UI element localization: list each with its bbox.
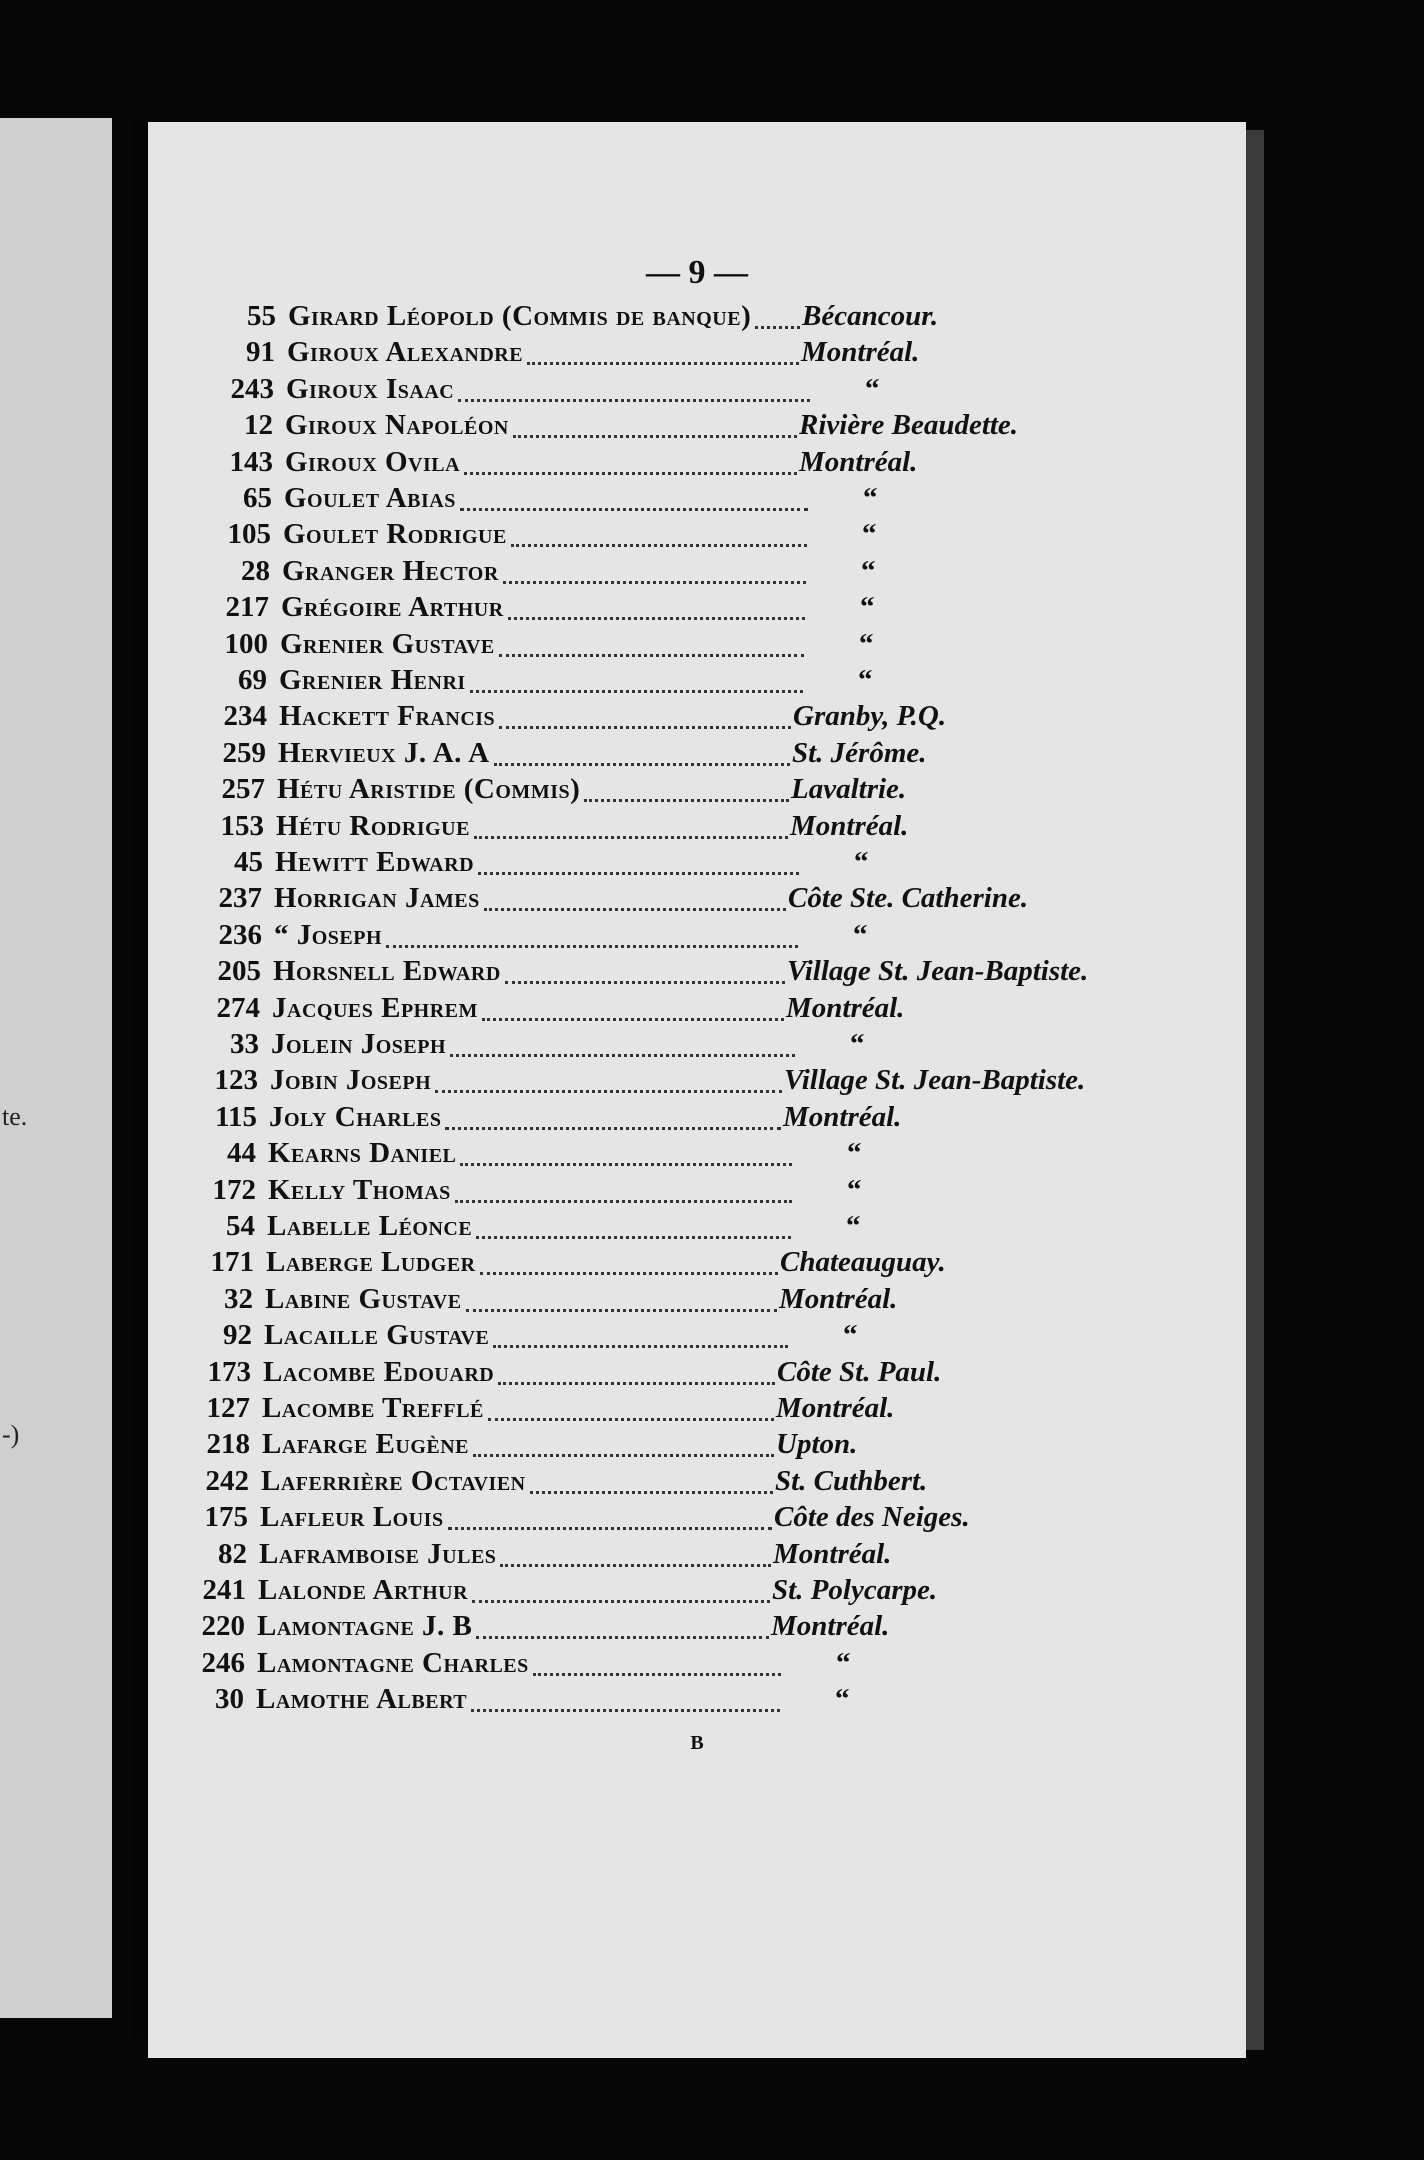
ditto-mark: “ <box>863 482 878 514</box>
book-binding <box>132 118 148 2038</box>
leader-dots <box>494 757 790 766</box>
ditto-mark: “ <box>835 1683 850 1715</box>
entry-name: Girard Léopold (Commis de banque) <box>288 300 752 332</box>
list-item <box>207 516 1107 552</box>
entry-place: Montréal. <box>771 1610 890 1642</box>
list-item <box>202 735 1102 771</box>
entry-number: 220 <box>201 1610 245 1642</box>
leader-dots <box>473 1448 774 1457</box>
list-item <box>186 1426 1086 1462</box>
entry-name: Jacques Ephrem <box>272 992 478 1024</box>
list-item <box>201 771 1101 807</box>
entry-name: Labelle Léonce <box>267 1210 473 1242</box>
leader-dots <box>455 1194 792 1203</box>
entry-name: Lalonde Arthur <box>258 1574 469 1606</box>
leader-dots <box>508 611 805 620</box>
entry-name: Laberge Ludger <box>266 1246 476 1278</box>
entry-name: Lacaille Gustave <box>264 1319 490 1351</box>
entry-place: St. Cuthbert. <box>775 1465 928 1497</box>
list-item <box>209 444 1109 480</box>
list-item <box>192 1172 1092 1208</box>
leader-dots <box>450 1048 795 1057</box>
entry-name: Laframboise Jules <box>259 1538 497 1570</box>
entry-number: 65 <box>243 482 272 514</box>
ditto-mark: “ <box>859 628 874 660</box>
ditto-mark: “ <box>858 664 873 696</box>
entry-place: Granby, P.Q. <box>793 700 947 732</box>
leader-dots <box>527 356 799 365</box>
entry-place: Côte des Neiges. <box>774 1501 970 1533</box>
entry-name: Goulet Abias <box>284 482 456 514</box>
entry-number: 173 <box>207 1356 251 1388</box>
entry-name: Laferrière Octavien <box>261 1465 526 1497</box>
leader-dots <box>584 793 789 802</box>
entry-place: Lavaltrie. <box>791 773 907 805</box>
list-item <box>195 1026 1095 1062</box>
entry-number: 205 <box>217 955 261 987</box>
list-item <box>205 589 1105 625</box>
list-item <box>181 1645 1081 1681</box>
entry-number: 30 <box>215 1683 244 1715</box>
entry-name: Grenier Gustave <box>280 628 495 660</box>
entry-name: Horsnell Edward <box>273 955 501 987</box>
entry-number: 234 <box>223 700 267 732</box>
leader-dots <box>386 939 798 948</box>
ditto-mark: “ <box>854 846 869 878</box>
leader-dots <box>472 1594 770 1603</box>
list-item <box>189 1281 1089 1317</box>
list-item <box>190 1244 1090 1280</box>
entry-number: 91 <box>246 336 275 368</box>
entry-name: Lacombe Edouard <box>263 1356 495 1388</box>
list-item <box>198 880 1098 916</box>
entry-name: Lacombe Trefflé <box>262 1392 484 1424</box>
list-item <box>208 480 1108 516</box>
entry-name: Giroux Napoléon <box>285 409 509 441</box>
document-page <box>148 122 1246 2058</box>
leader-dots <box>458 393 810 402</box>
entry-name: Giroux Alexandre <box>287 336 524 368</box>
entry-number: 274 <box>216 992 260 1024</box>
entry-number: 55 <box>247 300 276 332</box>
entry-number: 92 <box>223 1319 252 1351</box>
entry-place: Montréal. <box>801 336 920 368</box>
leader-dots <box>533 1667 781 1676</box>
list-item <box>185 1463 1085 1499</box>
left-page-fragment: te. <box>2 1102 28 1131</box>
entry-number: 123 <box>214 1064 258 1096</box>
page-number: — 9 — <box>646 254 748 291</box>
entry-number: 172 <box>212 1174 256 1206</box>
entry-number: 45 <box>234 846 263 878</box>
entry-number: 69 <box>238 664 267 696</box>
ditto-mark: “ <box>862 518 877 550</box>
entry-number: 246 <box>201 1647 245 1679</box>
entry-place: St. Jérôme. <box>792 737 927 769</box>
entry-number: 237 <box>218 882 262 914</box>
entry-place: Montréal. <box>790 810 909 842</box>
list-item <box>187 1354 1087 1390</box>
entry-name: Lamothe Albert <box>256 1683 468 1715</box>
entry-name: Hétu Aristide (Commis) <box>277 773 581 805</box>
entry-name: Hervieux J. A. A <box>278 737 490 769</box>
entry-name: Lamontagne J. B <box>257 1610 473 1642</box>
entry-number: 28 <box>241 555 270 587</box>
leader-dots <box>488 1412 774 1421</box>
leader-dots <box>498 1376 775 1385</box>
ditto-mark: “ <box>865 373 880 405</box>
entry-name: Hétu Rodrigue <box>276 810 470 842</box>
leader-dots <box>448 1521 772 1530</box>
page-edge <box>1246 130 1264 2050</box>
list-item <box>210 371 1110 407</box>
entry-place: Montréal. <box>783 1101 902 1133</box>
leader-dots <box>480 1266 778 1275</box>
list-item <box>188 1317 1088 1353</box>
ditto-mark: “ <box>836 1647 851 1679</box>
ditto-mark: “ <box>860 591 875 623</box>
entry-name: Horrigan James <box>274 882 480 914</box>
left-page-margin <box>0 118 112 2018</box>
entry-name: Jolein Joseph <box>271 1028 447 1060</box>
entry-name: Goulet Rodrigue <box>283 518 507 550</box>
leader-dots <box>435 1084 782 1093</box>
entry-name: Grégoire Arthur <box>281 591 504 623</box>
entry-place: Montréal. <box>786 992 905 1024</box>
entry-name: Jobin Joseph <box>270 1064 432 1096</box>
entry-number: 127 <box>206 1392 250 1424</box>
leader-dots <box>476 1230 791 1239</box>
list-item <box>209 407 1109 443</box>
entry-number: 100 <box>224 628 268 660</box>
leader-dots <box>484 902 786 911</box>
entry-place: Montréal. <box>776 1392 895 1424</box>
list-item <box>206 553 1106 589</box>
entry-number: 12 <box>244 409 273 441</box>
list-item <box>186 1390 1086 1426</box>
leader-dots <box>471 1703 780 1712</box>
entry-number: 217 <box>225 591 269 623</box>
entry-number: 241 <box>202 1574 246 1606</box>
entry-name: Giroux Ovila <box>285 446 461 478</box>
leader-dots <box>460 502 808 511</box>
entry-number: 259 <box>222 737 266 769</box>
leader-dots <box>445 1121 781 1130</box>
entry-name: Kearns Daniel <box>268 1137 457 1169</box>
list-item <box>203 698 1103 734</box>
entry-number: 175 <box>204 1501 248 1533</box>
entry-place: Village St. Jean-Baptiste. <box>784 1064 1086 1096</box>
leader-dots <box>499 720 791 729</box>
entry-number: 44 <box>227 1137 256 1169</box>
entry-name: Hewitt Edward <box>275 846 475 878</box>
leader-dots <box>513 429 797 438</box>
entry-place: Village St. Jean-Baptiste. <box>787 955 1089 987</box>
list-item <box>196 990 1096 1026</box>
list-item <box>180 1681 1080 1717</box>
list-item <box>184 1499 1084 1535</box>
entry-number: 257 <box>221 773 265 805</box>
entry-place: Côte Ste. Catherine. <box>788 882 1029 914</box>
leader-dots <box>755 320 800 329</box>
list-item <box>193 1099 1093 1135</box>
entry-name: Labine Gustave <box>265 1283 462 1315</box>
entry-place: Bécancour. <box>802 300 939 332</box>
left-page-fragment: -) <box>2 1420 20 1449</box>
entry-number: 242 <box>205 1465 249 1497</box>
leader-dots <box>474 830 788 839</box>
entry-place: Upton. <box>776 1428 858 1460</box>
leader-dots <box>482 1012 784 1021</box>
leader-dots <box>464 466 797 475</box>
entry-place: Rivière Beaudette. <box>799 409 1019 441</box>
leader-dots <box>476 1630 769 1639</box>
entry-name: Grenier Henri <box>279 664 466 696</box>
ditto-mark: “ <box>846 1210 861 1242</box>
entry-number: 153 <box>220 810 264 842</box>
entry-number: 105 <box>227 518 271 550</box>
entry-number: 32 <box>224 1283 253 1315</box>
list-item <box>194 1062 1094 1098</box>
entry-name: Lafleur Louis <box>260 1501 444 1533</box>
entry-name: Lafarge Eugène <box>262 1428 470 1460</box>
list-item <box>200 808 1100 844</box>
ditto-mark: “ <box>843 1319 858 1351</box>
entry-number: 218 <box>206 1428 250 1460</box>
entry-name: Lamontagne Charles <box>257 1647 529 1679</box>
entry-number: 171 <box>210 1246 254 1278</box>
ditto-mark: “ <box>861 555 876 587</box>
list-item <box>204 626 1104 662</box>
list-item <box>197 953 1097 989</box>
list-item <box>199 844 1099 880</box>
leader-dots <box>470 684 803 693</box>
entry-number: 143 <box>229 446 273 478</box>
entry-place: Montréal. <box>799 446 918 478</box>
ditto-mark: “ <box>847 1137 862 1169</box>
entry-number: 243 <box>230 373 274 405</box>
list-item <box>198 917 1098 953</box>
leader-dots <box>466 1303 777 1312</box>
entry-place: Montréal. <box>773 1538 892 1570</box>
entry-name: Giroux Isaac <box>286 373 455 405</box>
signature-mark: B <box>690 1732 704 1754</box>
leader-dots <box>460 1157 792 1166</box>
leader-dots <box>499 648 804 657</box>
entry-number: 115 <box>215 1101 257 1133</box>
leader-dots <box>530 1485 773 1494</box>
leader-dots <box>493 1339 788 1348</box>
leader-dots <box>500 1558 771 1567</box>
leader-dots <box>503 575 806 584</box>
list-item <box>192 1135 1092 1171</box>
list-item <box>183 1536 1083 1572</box>
ditto-mark: “ <box>853 919 868 951</box>
list-item <box>191 1208 1091 1244</box>
leader-dots <box>511 538 807 547</box>
leader-dots <box>478 866 799 875</box>
entry-number: 82 <box>218 1538 247 1570</box>
entry-number: 54 <box>226 1210 255 1242</box>
leader-dots <box>505 975 785 984</box>
entry-place: St. Polycarpe. <box>772 1574 938 1606</box>
list-item <box>211 334 1111 370</box>
list-item <box>203 662 1103 698</box>
entry-number: 33 <box>230 1028 259 1060</box>
entry-name: Joly Charles <box>269 1101 442 1133</box>
entry-name: Granger Hector <box>282 555 499 587</box>
entry-name: Kelly Thomas <box>268 1174 451 1206</box>
entry-name: Hackett Francis <box>279 700 496 732</box>
list-item <box>212 298 1112 334</box>
entry-number: 236 <box>218 919 262 951</box>
entry-place: Côte St. Paul. <box>777 1356 942 1388</box>
entry-name: “ Joseph <box>274 919 383 951</box>
ditto-mark: “ <box>850 1028 865 1060</box>
entry-place: Montréal. <box>779 1283 898 1315</box>
list-item <box>182 1572 1082 1608</box>
entry-place: Chateauguay. <box>780 1246 946 1278</box>
list-item <box>181 1608 1081 1644</box>
ditto-mark: “ <box>847 1174 862 1206</box>
